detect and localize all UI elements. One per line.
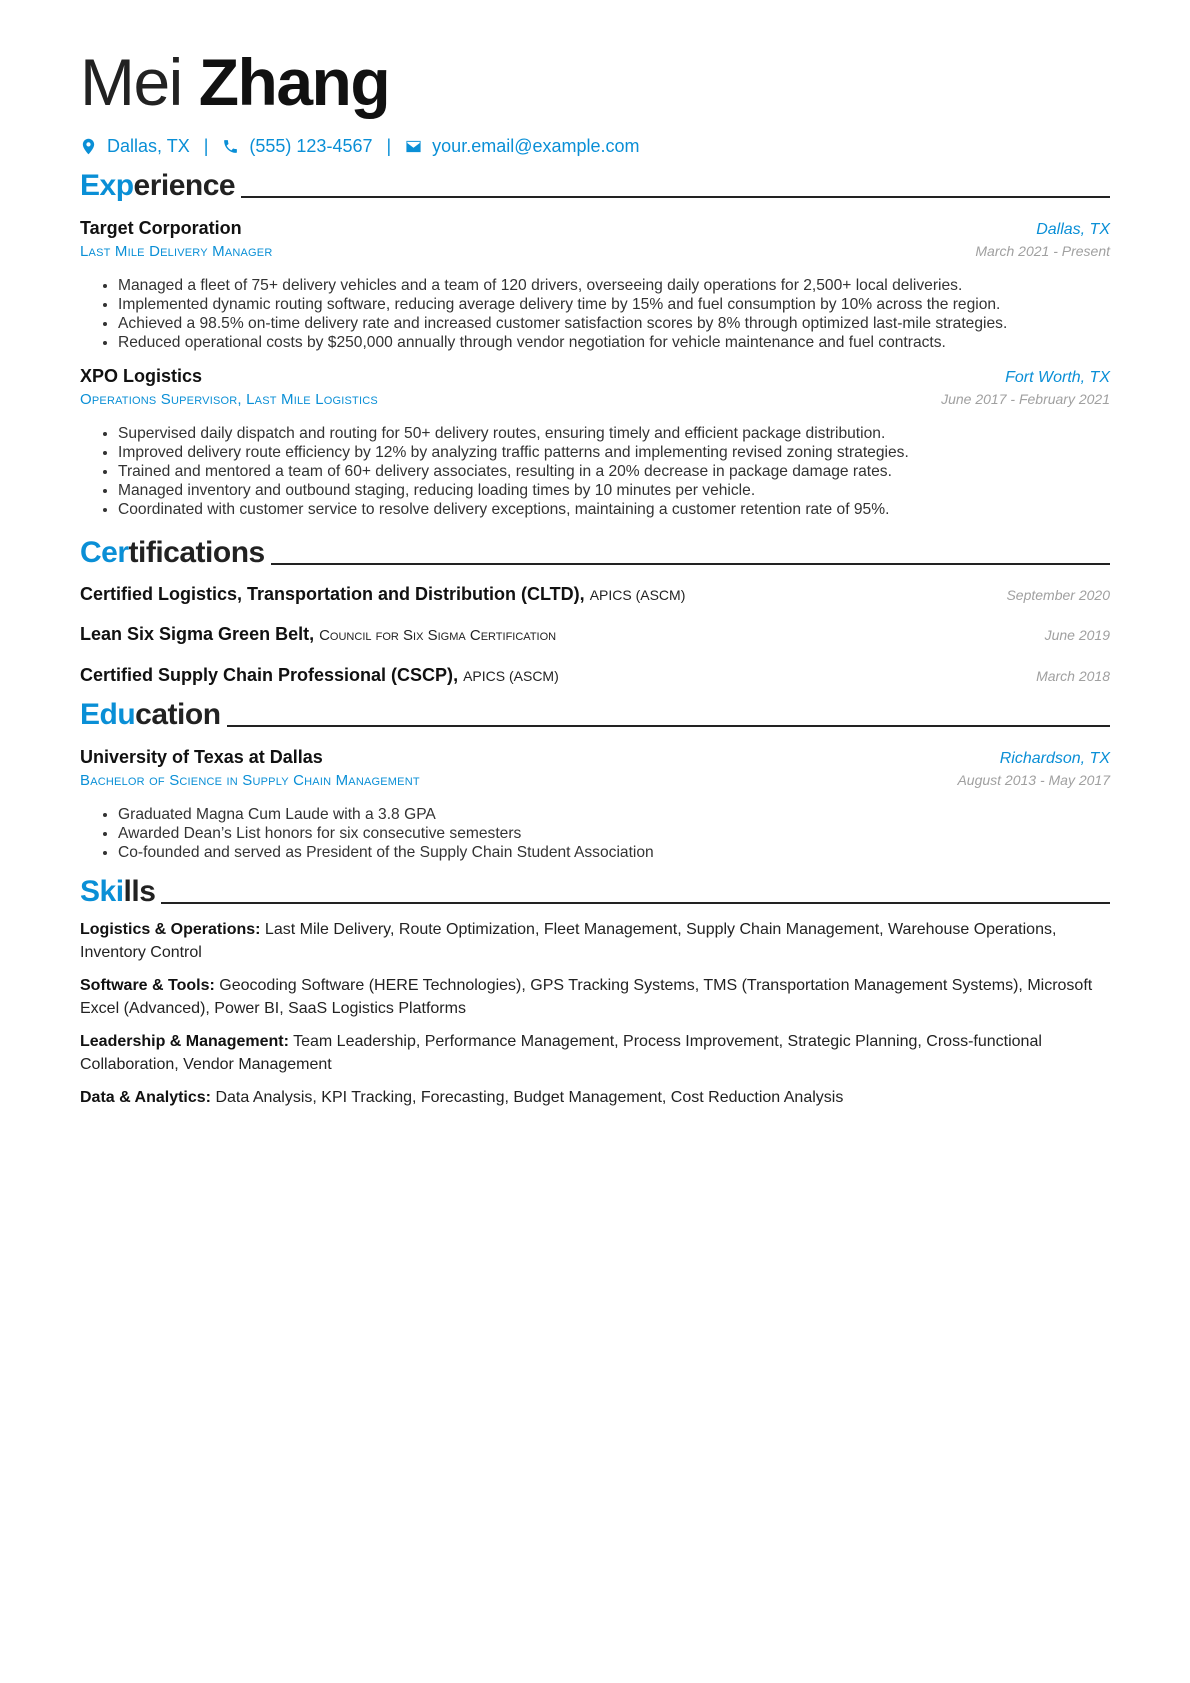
skill-label: Data & Analytics:	[80, 1089, 211, 1106]
company-name: Target Corporation	[80, 218, 242, 238]
skill-label: Software & Tools:	[80, 977, 215, 994]
heading-rest: cation	[135, 698, 221, 731]
certification-item: Lean Six Sigma Green Belt, Council for Six Sigma Certification June 2019	[80, 624, 1110, 644]
location-text: Dallas, TX	[107, 136, 190, 156]
cert-name: Certified Logistics, Transportation and Distribution (CLTD)	[80, 584, 580, 604]
bullet: • Awarded Dean’s List honors for six consecutive semesters	[118, 824, 1110, 843]
skill-label: Logistics & Operations:	[80, 921, 261, 938]
separator: |	[386, 136, 392, 156]
heading-accent: Edu	[80, 698, 136, 731]
bullet: • Supervised daily dispatch and routing for 50+ delivery routes, ensuring timely and efficient package distribution.	[118, 424, 1110, 443]
cert-name: Lean Six Sigma Green Belt	[80, 624, 310, 644]
bullet: • Graduated Magna Cum Laude with a 3.8 GPA	[118, 805, 1110, 824]
company-name: XPO Logistics	[80, 366, 203, 386]
education-entry	[80, 745, 1110, 862]
experience-section	[80, 168, 1110, 519]
first-name: Mei	[80, 45, 182, 119]
cert-name: Certified Supply Chain Professional (CSCP)	[80, 665, 454, 685]
contact-info	[80, 133, 1110, 159]
bullet: • Managed a fleet of 75+ delivery vehicles and a team of 120 drivers, overseeing daily operations for 2,500+ local deliveries.	[118, 276, 1110, 295]
cert-issuer: APICS (ASCM)	[589, 587, 686, 603]
candidate-name	[80, 42, 1110, 122]
bullet: • Coordinated with customer service to resolve delivery exceptions, maintaining a customer retention rate of 95%.	[118, 500, 1110, 519]
cert-date: June 2019	[1044, 627, 1110, 643]
cert-issuer: APICS (ASCM)	[463, 668, 559, 684]
job-title: Operations Supervisor, Last Mile Logistics	[80, 391, 378, 408]
cert-date: March 2018	[1036, 668, 1110, 684]
school-location: Richardson, TX	[999, 750, 1110, 767]
job-dates: March 2021 - Present	[975, 243, 1110, 259]
cert-issuer: Council for Six Sigma Certification	[319, 627, 557, 644]
school-name: University of Texas at Dallas	[80, 747, 323, 767]
certification-item: Certified Logistics, Transportation and Distribution (CLTD), APICS (ASCM) September 2020	[80, 584, 1110, 604]
job-entry	[80, 216, 1110, 352]
skills-section	[80, 874, 1110, 1119]
skill-value: Last Mile Delivery, Route Optimization, Fleet Management, Supply Chain Management, Warehouse Operations, Inventory Control	[80, 921, 1057, 961]
bullet: • Trained and mentored a team of 60+ delivery associates, resulting in a 20% decrease in package damage rates.	[118, 462, 1110, 481]
bullet: • Co-founded and served as President of the Supply Chain Student Association	[118, 843, 1110, 862]
last-name: Zhang	[198, 45, 390, 119]
job-entry	[80, 364, 1110, 519]
skill-label: Leadership & Management:	[80, 1033, 289, 1050]
skill-group	[80, 1030, 1110, 1076]
skill-value: Data Analysis, KPI Tracking, Forecasting, Budget Management, Cost Reduction Analysis	[215, 1089, 844, 1106]
section-heading-experience	[80, 168, 1110, 204]
bullet: • Implemented dynamic routing software, reducing average delivery time by 15% and fuel consumption by 10% across the region.	[118, 295, 1110, 314]
job-dates: June 2017 - February 2021	[941, 391, 1110, 407]
section-heading-education	[80, 697, 1110, 733]
email-link[interactable]: your.email@example.com	[432, 136, 640, 156]
phone-icon	[222, 138, 239, 155]
skill-group	[80, 1086, 1110, 1109]
job-bullets	[80, 424, 1110, 519]
section-heading-certifications	[80, 535, 1110, 571]
section-rule	[227, 725, 1110, 727]
heading-rest: erience	[133, 169, 236, 202]
certifications-section	[80, 535, 1110, 688]
separator: |	[203, 136, 209, 156]
heading-accent: Exp	[80, 169, 134, 202]
heading-rest: lls	[123, 875, 156, 908]
phone-link[interactable]: (555) 123-4567	[249, 136, 373, 156]
certification-item: Certified Supply Chain Professional (CSCP), APICS (ASCM) March 2018	[80, 665, 1110, 685]
skill-group	[80, 974, 1110, 1020]
heading-accent: Ski	[80, 875, 124, 908]
skill-value: Geocoding Software (HERE Technologies), GPS Tracking Systems, TMS (Transportation Management Systems), Microsoft Excel (Advanced), Power BI, SaaS Logistics Platforms	[80, 977, 1093, 1017]
cert-date: September 2020	[1006, 587, 1110, 603]
section-rule	[271, 563, 1110, 565]
degree: Bachelor of Science in Supply Chain Management	[80, 772, 420, 789]
section-rule	[241, 196, 1110, 198]
envelope-icon	[405, 138, 422, 155]
job-location: Dallas, TX	[1036, 221, 1110, 238]
bullet: • Reduced operational costs by $250,000 annually through vendor negotiation for vehicle maintenance and fuel contracts.	[118, 333, 1110, 352]
bullet: • Achieved a 98.5% on-time delivery rate and increased customer satisfaction scores by 8% through optimized last-mile strategies.	[118, 314, 1110, 333]
bullet: • Improved delivery route efficiency by 12% by analyzing traffic patterns and implementing revised zoning strategies.	[118, 443, 1110, 462]
skill-value: Team Leadership, Performance Management, Process Improvement, Strategic Planning, Cross-functional Collaboration, Vendor Management	[80, 1033, 1042, 1073]
map-pin-icon	[80, 138, 97, 155]
section-rule	[161, 902, 1110, 904]
education-section	[80, 697, 1110, 862]
job-bullets	[80, 276, 1110, 352]
skill-group	[80, 918, 1110, 964]
job-location: Fort Worth, TX	[1005, 369, 1110, 386]
education-bullets	[80, 805, 1110, 862]
heading-accent: Cer	[80, 536, 129, 569]
bullet: • Managed inventory and outbound staging, reducing loading times by 10 minutes per vehicle.	[118, 481, 1110, 500]
job-title: Last Mile Delivery Manager	[80, 243, 273, 260]
education-dates: August 2013 - May 2017	[957, 772, 1110, 788]
heading-rest: tifications	[128, 536, 265, 569]
section-heading-skills	[80, 874, 1110, 910]
